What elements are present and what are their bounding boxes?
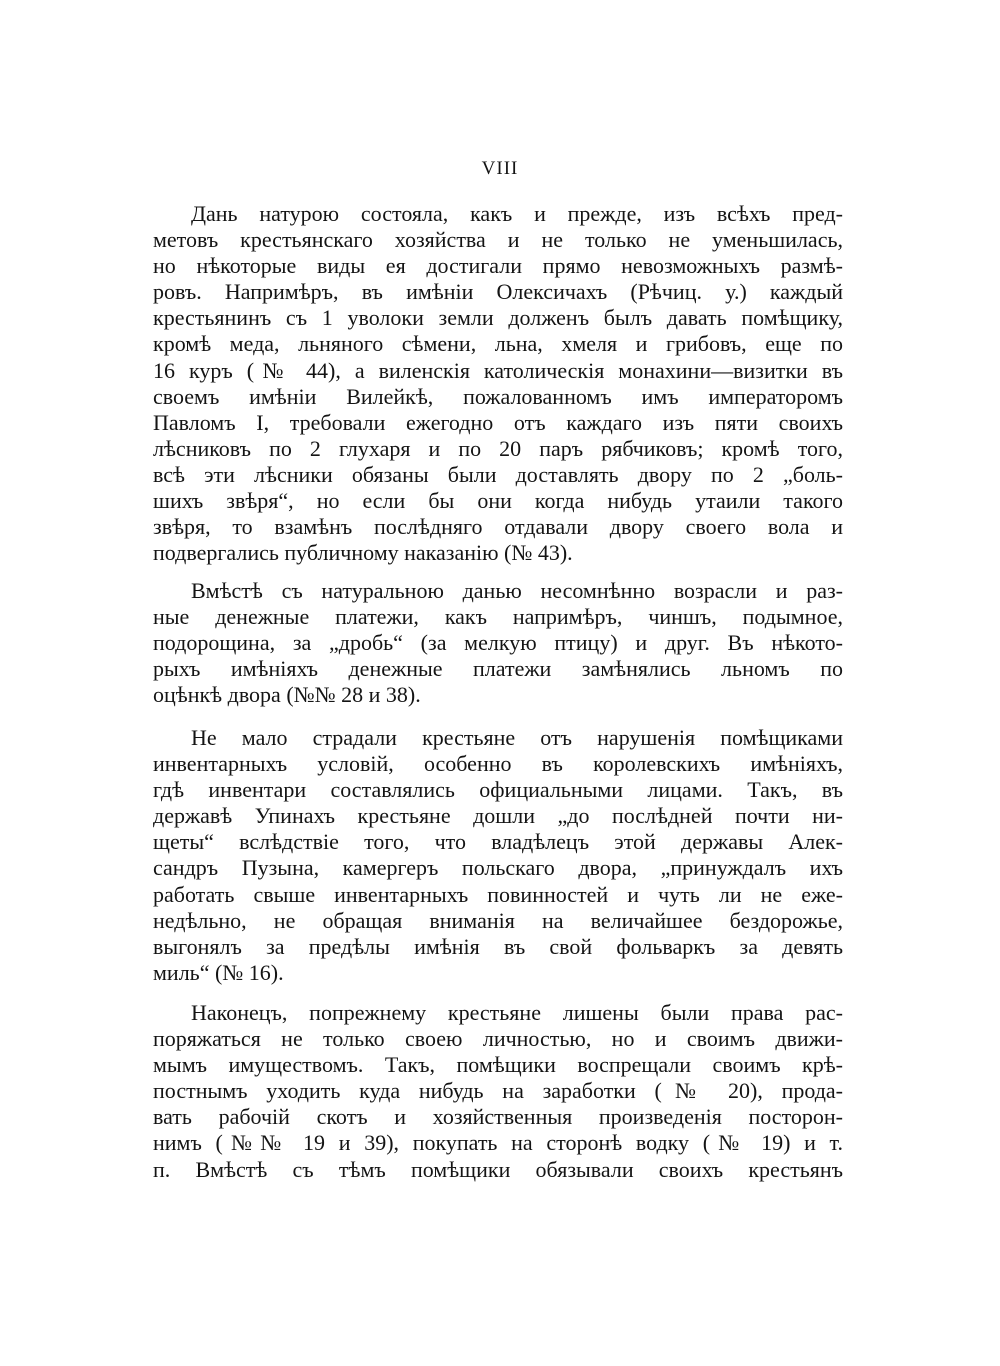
text-line: всѣ эти лѣсники обязаны были доставлять двору по 2 „боль- bbox=[153, 461, 843, 487]
paragraph-1 bbox=[153, 201, 843, 566]
text-line: миль“ (№ 16). bbox=[153, 959, 284, 985]
text-line: п. Вмѣстѣ съ тѣмъ помѣщики обязывали своихъ крестьянъ bbox=[153, 1156, 843, 1182]
text-line: кромѣ меда, льняного сѣмени, льна, хмеля и грибовъ, еще по bbox=[153, 331, 843, 357]
text-line: выгонялъ за предѣлы имѣнія въ свой фольваркъ за девять bbox=[153, 933, 843, 959]
paragraph-2 bbox=[153, 578, 843, 708]
text-line: крестьянинъ съ 1 уволоки земли долженъ былъ давать помѣщику, bbox=[153, 305, 843, 331]
text-line: рыхъ имѣніяхъ денежные платежи замѣнялись льномъ по bbox=[153, 656, 843, 682]
text-line: Наконецъ, попрежнему крестьяне лишены были права рас- bbox=[191, 1000, 843, 1025]
text-line: подвергались публичному наказанію (№ 43). bbox=[153, 540, 573, 566]
text-line: гдѣ инвентари составлялись официальными лицами. Такъ, въ bbox=[153, 777, 843, 803]
text-line: мымъ имуществомъ. Такъ, помѣщики воспрещали своимъ крѣ- bbox=[153, 1052, 843, 1078]
text-line: звѣря, то взамѣнъ послѣдняго отдавали двору своего вола и bbox=[153, 514, 843, 540]
text-line: 16 куръ (№ 44), а виленскія католическія монахини—визитки въ bbox=[153, 357, 843, 383]
text-line: работать свыше инвентарныхъ повинностей и чуть ли не еже- bbox=[153, 881, 843, 907]
text-line: Вмѣстѣ съ натуральною данью несомнѣнно возрасли и раз- bbox=[191, 578, 843, 603]
text-line: ровъ. Напримѣръ, въ имѣніи Олексичахъ (Рѣчиц. у.) каждый bbox=[153, 279, 843, 305]
text-line: Не мало страдали крестьяне отъ нарушенія помѣщиками bbox=[191, 725, 843, 750]
text-line: поряжаться не только своею личностью, но и своимъ движи- bbox=[153, 1026, 843, 1052]
text-line: сандръ Пузына, камергеръ польскаго двора, „принуждалъ ихъ bbox=[153, 855, 843, 881]
text-line: постнымъ уходить куда нибудь на заработки (№ 20), прода- bbox=[153, 1078, 843, 1104]
paragraph-4 bbox=[153, 1000, 843, 1183]
text-line: инвентарныхъ условій, особенно въ королевскихъ имѣніяхъ, bbox=[153, 751, 843, 777]
text-line: шихъ звѣря“, но если бы они когда нибудь утаили такого bbox=[153, 488, 843, 514]
text-line: недѣльно, не обращая вниманія на величайшее бездорожье, bbox=[153, 907, 843, 933]
paragraph-3 bbox=[153, 725, 843, 986]
text-line: но нѣкоторые виды ея достигали прямо невозможныхъ размѣ- bbox=[153, 253, 843, 279]
text-line: оцѣнкѣ двора (№№ 28 и 38). bbox=[153, 682, 421, 708]
text-line: щеты“ вслѣдствіе того, что владѣлецъ этой державы Алек- bbox=[153, 829, 843, 855]
text-line: Дань натурою состояла, какъ и прежде, изъ всѣхъ пред- bbox=[191, 201, 843, 226]
text-line: Павломъ I, требовали ежегодно отъ каждаго изъ пяти своихъ bbox=[153, 409, 843, 435]
text-line: своемъ имѣніи Вилейкѣ, пожалованномъ имъ императоромъ bbox=[153, 383, 843, 409]
text-line: ные денежные платежи, какъ напримѣръ, чиншъ, подымное, bbox=[153, 604, 843, 630]
text-line: вать рабочій скотъ и хозяйственныя произведенія посторон- bbox=[153, 1104, 843, 1130]
text-line: метовъ крестьянскаго хозяйства и не только не уменьшилась, bbox=[153, 227, 843, 253]
text-line: державѣ Упинахъ крестьяне дошли „до послѣдней почти ни- bbox=[153, 803, 843, 829]
text-line: подорощина, за „дробь“ (за мелкую птицу) и друг. Въ нѣкото- bbox=[153, 630, 843, 656]
page-number: VIII bbox=[481, 158, 519, 179]
text-line: лѣсниковъ по 2 глухаря и по 20 паръ рябчиковъ; кромѣ того, bbox=[153, 435, 843, 461]
text-line: нимъ (№№ 19 и 39), покупать на сторонѣ водку (№ 19) и т. bbox=[153, 1130, 843, 1156]
